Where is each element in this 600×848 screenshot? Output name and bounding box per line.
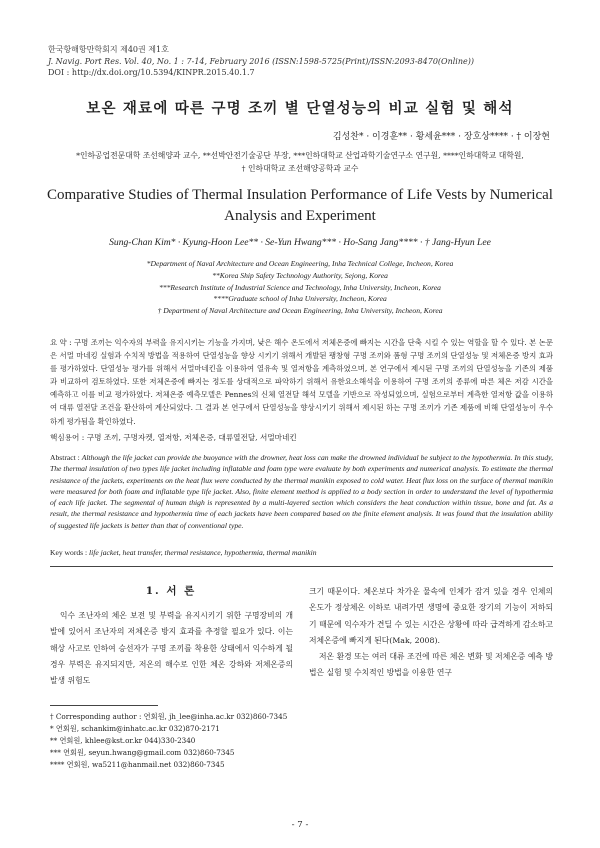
authors-korean: 김성찬* · 이경훈** · 황세윤*** · 장호상**** · † 이장현: [332, 132, 550, 142]
affiliations-korean: [0, 150, 600, 175]
affiliation-kr-line: *인하공업전문대학 조선해양과 교수, **선박안전기술공단 부장, ***인하대학교 산업과학기술연구소 연구원, ****인하대학교 대학원,: [76, 151, 524, 160]
body-paragraph: 익수 조난자의 체온 보전 및 부력을 유지시키기 위한 구명장비의 개발에 있어서 조난자의 저체온증 방지 효과를 추정할 필요가 있다. 이는 해상 사고로 인하여 승선자가 구명 조끼를 착용한 상태에서 익수하게 될 경우 부력은 유지되지만, 저온의 해수로 인한 체온 강하와 저체온증의 발생 위험도: [50, 611, 293, 686]
abstract-text: Although the life jacket can provide the buoyance with the drowner, heat loss can make the drowned individual be subject to the hypothermia. In this study, The thermal insulation of two types life jacket including inflatable and foam type were evaluate by both experiments and numerical analysis. To estimate the thermal resistance of the jackets, experiments on the heat flux were conducted by the thermal manikin exposed to cold water. Heat flux loss on the surface of thermal manikin were measured for both foam and inflatable type life jacket. Also, finite element method is applied to a body section in order to understand the level of hypothermia of each life jacket. The segmental of human thigh is represented by a multi-layered section which considers the heat conduction within tissue, bone and fat. As a result, the thermal resistance and hypothermia time of each jackets have been compared based on the finite element analysis. It was found that the insulation ability of suggested life jackets is better than that of conventional type.: [50, 453, 553, 530]
authors-english: Sung-Chan Kim* · Kyung-Hoon Lee** · Se-Yun Hwang*** · Ho-Sang Jang**** · † Jang-Hyun Lee: [109, 237, 491, 248]
title-en-line: Comparative Studies of Thermal Insulation Performance of Life Vests by Numerical: [47, 187, 553, 203]
affiliation-en-line: † Department of Naval Architecture and Ocean Engineering, Inha University, Incheon, Korea: [157, 306, 443, 316]
page-number: - 7 -: [291, 820, 309, 830]
journal-header: [48, 44, 474, 79]
body-paragraph: 저온 환경 또는 여러 대류 조건에 따른 체온 변화 및 저체온증 예측 방법은 실험 및 수치적인 방법을 이용한 연구: [309, 652, 553, 678]
affiliation-kr-line: † 인하대학교 조선해양공학과 교수: [241, 163, 359, 173]
affiliation-en-line: ****Graduate school of Inha University, Incheon, Korea: [213, 294, 387, 304]
footnotes: [50, 711, 287, 771]
divider: [50, 566, 553, 567]
keywords-text: life jacket, heat transfer, thermal resistance, hypothermia, thermal manikin: [89, 548, 317, 557]
keywords-label: Key words :: [50, 548, 90, 557]
body-column-left: [50, 608, 293, 689]
footnote: * 연회원, schankim@inhatc.ac.kr 032)870-2171: [50, 724, 220, 733]
abstract-korean: 요 약 : 구명 조끼는 익수자의 부력을 유지시키는 기능을 가지며, 낮은 해수 온도에서 저체온증에 빠지는 시간을 단축 시킬 수 있는 역할을 할 수 있다. 본 논문은 서멀 마네킹 실험과 수치적 방법을 적용하여 단열성능을 향상 시키기 위해서 개발된 팽창형 구명 조끼와 폼형 구명 조끼의 단열성능 및 저체온증 방지 효과를 평가하였다. 단열성능 평가를 위해서 서멀마네킨을 이용하여 열유속 및 열저항을 계측하였으며, 본 연구에서 제시된 구명 조끼의 단열성능을 기존의 제품과 비교하여 검토하였다. 또한 저체온증에 빠지는 정도를 상대적으로 파악하기 위해서 유한요소해석을 이용하여 구명 조끼의 종류에 따른 체온 저감 시간을 예측하고 이를 비교 평가하였다. 저체온증 예측모델은 Pennes의 신체 열전달 해석 모델을 기반으로 작성되었으며, 실험으로부터 계측한 열저항 값을 이용하여 대류 열전달 조건을 환산하여 계산되었다. 그 결과 본 연구에서 단열성능을 향상시키기 위해서 제시된 하는 구명 조끼가 기존 제품에 비해 단열성능이 우수하게 평가됨을 확인하였다.: [50, 338, 553, 426]
journal-doi: DOI : http://dx.doi.org/10.5394/KINPR.2015.40.1.7: [48, 68, 255, 77]
keywords-korean: 핵심용어 : 구명 조끼, 구명자켓, 열저항, 저체온증, 대류열전달, 서멀마네킨: [50, 433, 297, 442]
section-heading: 1. 서 론: [145, 585, 197, 597]
footnote: ** 연회원, khlee@kst.or.kr 044)330-2340: [50, 736, 196, 745]
journal-name-kr: 한국항해항만학회지 제40권 제1호: [48, 45, 169, 54]
title-en-line: Analysis and Experiment: [224, 208, 376, 224]
keywords-english: [50, 548, 317, 557]
abstract-english: [50, 452, 553, 531]
abstract-label: Abstract :: [50, 453, 82, 462]
journal-citation: J. Navig. Port Res. Vol. 40, No. 1 : 7-14, February 2016 (ISSN:1598-5725(Print)/ISSN:2093-8470(Online)): [48, 56, 474, 66]
title-korean: 보온 재료에 따른 구명 조끼 별 단열성능의 비교 실험 및 해석: [86, 100, 514, 117]
affiliation-en-line: *Department of Naval Architecture and Ocean Engineering, Inha Technical College, Incheon, Korea: [146, 259, 454, 268]
affiliation-en-line: ***Research Institute of Industrial Science and Technology, Inha University, Incheon, Korea: [159, 282, 441, 292]
footnote: *** 연회원, seyun.hwang@gmail.com 032)860-7345: [50, 748, 235, 757]
footnote-divider: [50, 705, 158, 706]
body-column-right: [309, 584, 553, 682]
footnote: † Corresponding author : 연회원, jh_lee@inha.ac.kr 032)860-7345: [50, 712, 288, 721]
title-english: [20, 185, 580, 227]
affiliation-en-line: **Korea Ship Safety Technology Authority, Sejong, Korea: [212, 270, 388, 280]
footnote: **** 연회원, wa5211@hanmail.net 032)860-7345: [50, 760, 225, 769]
affiliations-english: [0, 258, 600, 317]
body-paragraph: 크기 때문이다. 체온보다 차가운 물속에 인체가 잠겨 있을 경우 인체의 온도가 정상체온 이하로 내려가면 생명에 중요한 장기의 기능이 저하되기 때문에 익수자가 견딜 수 있는 시간은 상황에 따라 급격하게 감소하고 저체온증에 빠지게 된다(Mak, 2008).: [309, 587, 553, 645]
